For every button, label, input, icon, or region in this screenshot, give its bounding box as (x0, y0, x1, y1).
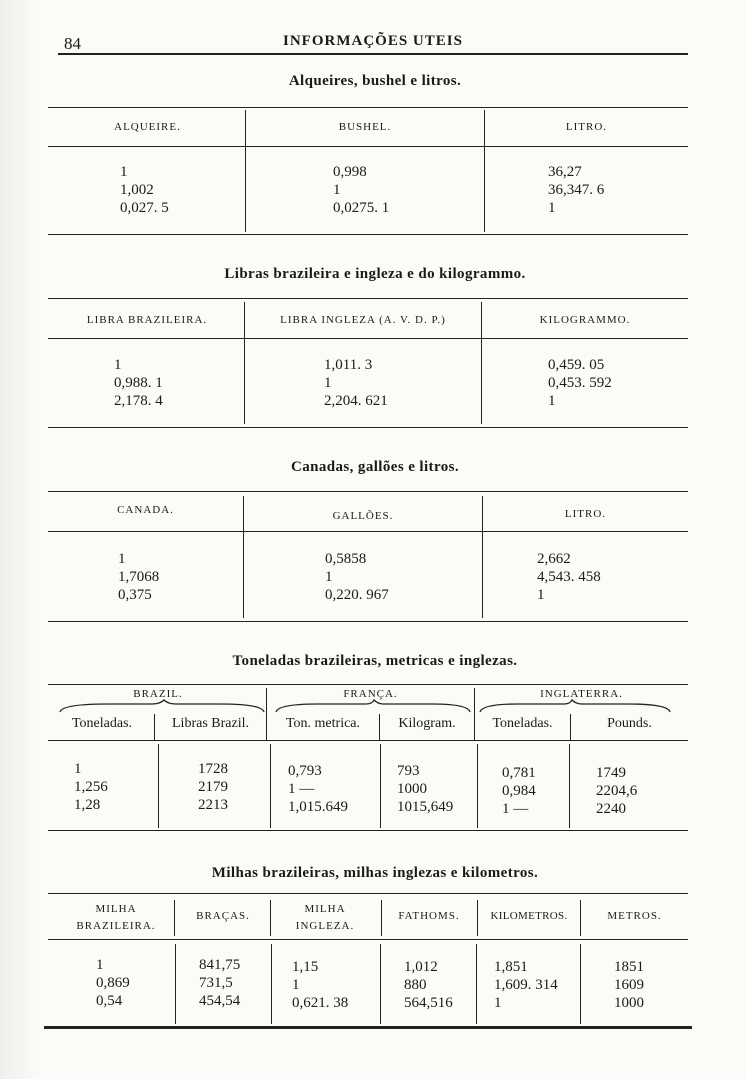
column-header: LITRO. (565, 121, 608, 133)
table-cell: 4,543. 458 (537, 569, 601, 585)
table-cell: 1 (494, 995, 502, 1011)
table-cell: 2204,6 (596, 783, 638, 799)
table-rule (48, 427, 688, 428)
column-header: CANADA. (117, 504, 174, 516)
table-cell-column (537, 550, 601, 604)
column-rule (271, 944, 272, 1024)
table-rule (48, 531, 688, 532)
table-cell: 1749 (596, 765, 626, 781)
table-cell: 564,516 (404, 995, 453, 1011)
table-cell: 0,027. 5 (120, 200, 169, 216)
table-cell: 2,204. 621 (324, 393, 388, 409)
table-cell: 2240 (596, 801, 626, 817)
column-rule (270, 900, 271, 936)
column-rule (380, 944, 381, 1024)
table-cell: 1,002 (120, 182, 154, 198)
table-cell: 1,015.649 (288, 799, 348, 815)
table-rule (48, 893, 688, 894)
table-cell: 1 (118, 551, 126, 567)
table-cell-column (74, 760, 108, 814)
column-header: Libras Brazil. (172, 716, 249, 731)
column-header: Pounds. (607, 716, 652, 731)
table-cell: 1,28 (74, 797, 101, 813)
table-cell: 0,984 (502, 783, 536, 799)
table-cell: 1,609. 314 (494, 977, 558, 993)
table-cell: 1 (324, 375, 332, 391)
table-cell-column (614, 958, 644, 1012)
column-header: Toneladas. (492, 716, 553, 731)
column-header: LIBRA INGLEZA (A. V. D. P.) (280, 314, 446, 326)
table-cell: 1 (74, 761, 82, 777)
column-rule (580, 944, 581, 1024)
column-rule (476, 944, 477, 1024)
column-rule (477, 744, 478, 828)
table-cell-column (198, 760, 228, 814)
table-rule-bottom (44, 1026, 692, 1029)
column-header: METROS. (607, 910, 662, 922)
table-cell: 0,793 (288, 763, 322, 779)
table-cell-column (325, 550, 389, 604)
table-cell: 1,851 (494, 959, 528, 975)
column-header: FATHOMS. (398, 910, 460, 922)
table-rule (48, 491, 688, 492)
table-cell: 1,256 (74, 779, 108, 795)
table-cell: 1851 (614, 959, 644, 975)
table-cell: 1 — (288, 781, 315, 797)
table-cell: 2213 (198, 797, 228, 813)
column-header: KILOMETROS. (490, 910, 568, 922)
column-header: MILHA BRAZILEIRA. (76, 903, 156, 932)
table-rule (48, 146, 688, 147)
table-title: Libras brazileira e ingleza e do kilogrammo. (224, 266, 526, 282)
column-header: ALQUEIRE. (114, 121, 181, 133)
table-cell-column (199, 956, 240, 1010)
table-rule (48, 939, 688, 940)
table-cell: 1 — (502, 801, 529, 817)
table-title: Canadas, gallões e litros. (290, 459, 460, 475)
table-rule (48, 740, 688, 741)
table-cell-column (548, 163, 604, 217)
table-cell: 1000 (614, 995, 644, 1011)
column-header: LITRO. (564, 508, 607, 520)
table-cell-column (333, 163, 389, 217)
column-rule (270, 744, 271, 828)
column-header: BUSHEL. (338, 121, 392, 133)
column-rule (158, 744, 159, 828)
table-cell: 1 (333, 182, 341, 198)
table-cell: 2179 (198, 779, 228, 795)
table-rule (48, 298, 688, 299)
table-cell: 454,54 (199, 993, 241, 1009)
table-cell: 0,998 (333, 164, 367, 180)
table-cell-column (114, 356, 163, 410)
column-header: Ton. metrica. (285, 716, 361, 731)
table-cell-column (596, 764, 637, 818)
column-rule (174, 900, 175, 936)
table-cell-column (118, 550, 159, 604)
table-cell: 36,347. 6 (548, 182, 605, 198)
table-cell: 0,988. 1 (114, 375, 163, 391)
table-rule (48, 830, 688, 831)
table-cell: 1728 (198, 761, 228, 777)
header-rule (58, 53, 688, 55)
table-cell: 1,011. 3 (324, 357, 373, 373)
table-cell: 1015,649 (397, 799, 454, 815)
column-header: GALLÕES. (332, 510, 394, 522)
table-cell: 0,375 (118, 587, 152, 603)
table-cell: 1 (537, 587, 545, 603)
table-cell: 1609 (614, 977, 644, 993)
table-cell-column (120, 163, 169, 217)
page-number: 84 (64, 34, 81, 53)
table-cell: 1,15 (292, 959, 319, 975)
table-cell: 1 (325, 569, 333, 585)
table-cell-column (324, 356, 388, 410)
group-header: INGLATERRA. (540, 688, 623, 700)
column-header: MILHA INGLEZA. (295, 903, 355, 932)
column-rule (380, 744, 381, 828)
table-cell: 1 (548, 200, 556, 216)
table-title: Alqueires, bushel e litros. (288, 73, 462, 89)
column-rule (569, 744, 570, 828)
column-rule (175, 944, 176, 1024)
column-header: KILOGRAMMO. (539, 314, 631, 326)
table-cell: 0,0275. 1 (333, 200, 390, 216)
table-cell: 2,662 (537, 551, 571, 567)
table-cell: 1 (114, 357, 122, 373)
column-header: LIBRA BRAZILEIRA. (86, 314, 208, 326)
table-cell-column (292, 958, 348, 1012)
column-header: BRAÇAS. (196, 910, 250, 922)
group-header: BRAZIL. (133, 688, 183, 700)
table-cell: 0,220. 967 (325, 587, 389, 603)
table-cell-column (502, 764, 536, 818)
column-header: Kilogram. (398, 716, 456, 731)
table-cell: 0,459. 05 (548, 357, 605, 373)
table-cell: 793 (397, 763, 420, 779)
table-cell: 841,75 (199, 957, 241, 973)
table-cell: 1,7068 (118, 569, 160, 585)
page-edge-shadow (0, 0, 40, 1079)
table-cell: 2,178. 4 (114, 393, 163, 409)
table-cell-column (548, 356, 612, 410)
table-cell-column (96, 956, 130, 1010)
table-cell-column (494, 958, 558, 1012)
running-head: INFORMAÇÕES UTEIS (283, 33, 463, 49)
table-cell: 1,012 (404, 959, 438, 975)
table-cell: 0,453. 592 (548, 375, 612, 391)
table-rule (48, 338, 688, 339)
table-cell-column (404, 958, 453, 1012)
column-header: Toneladas. (71, 716, 133, 731)
table-cell: 0,621. 38 (292, 995, 349, 1011)
table-title: Milhas brazileiras, milhas inglezas e kilometros. (211, 865, 539, 881)
table-cell: 0,5858 (325, 551, 367, 567)
table-cell: 0,781 (502, 765, 536, 781)
table-cell: 1 (120, 164, 128, 180)
table-cell-column (288, 762, 348, 816)
table-cell: 0,54 (96, 993, 123, 1009)
group-header: FRANÇA. (343, 688, 398, 700)
table-cell: 0,869 (96, 975, 130, 991)
table-cell: 1 (96, 957, 104, 973)
table-cell: 1 (292, 977, 300, 993)
table-cell-column (397, 762, 453, 816)
table-cell: 1 (548, 393, 556, 409)
table-title: Toneladas brazileiras, metricas e inglezas. (232, 653, 518, 669)
table-rule (48, 684, 688, 685)
table-rule (48, 234, 688, 235)
table-rule (48, 107, 688, 108)
table-rule (48, 621, 688, 622)
table-cell: 731,5 (199, 975, 233, 991)
table-cell: 36,27 (548, 164, 582, 180)
table-cell: 1000 (397, 781, 427, 797)
table-cell: 880 (404, 977, 427, 993)
